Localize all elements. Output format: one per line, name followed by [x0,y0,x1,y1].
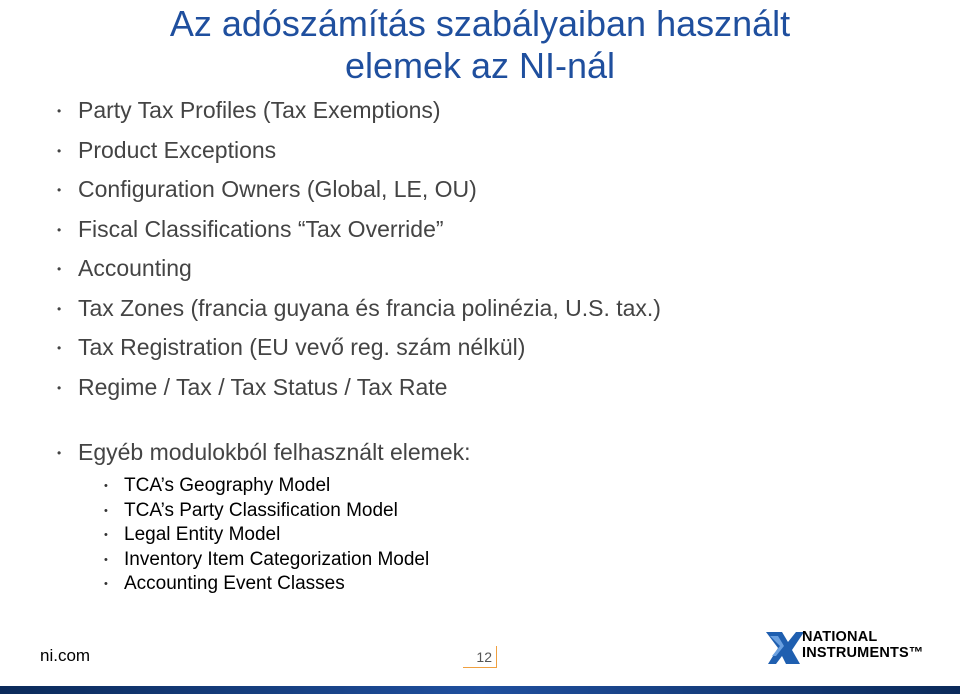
ni-eagle-icon [766,628,806,668]
footer-site[interactable]: ni.com [40,646,91,665]
sub-bullet-item: • Accounting Event Classes [100,572,429,597]
bullet-item: • Tax Registration (EU vevő reg. szám nélkül) [56,334,661,374]
slide-title [100,3,860,87]
bullet-item: • Party Tax Profiles (Tax Exemptions) [56,97,661,137]
bullet-item: • Regime / Tax / Tax Status / Tax Rate [56,374,661,414]
slide-title-line2: elemek az NI-nál [344,45,616,86]
bullet-item: • Fiscal Classifications “Tax Override” [56,216,661,256]
page-number: 12 [463,646,497,668]
bullet-item: • Egyéb modulokból felhasznált elemek: [56,439,661,468]
sub-bullet-list [100,474,429,597]
slide-title-line1: Az adószámítás szabályaiban használt [169,3,791,44]
bullet-item: • Configuration Owners (Global, LE, OU) [56,176,661,216]
logo-line2: INSTRUMENTS™ [802,645,924,661]
sub-bullet-item: • Inventory Item Categorization Model [100,548,429,573]
bottom-bar [0,686,960,694]
bullet-item: • Accounting [56,255,661,295]
sub-bullet-item: • Legal Entity Model [100,523,429,548]
bullet-list [56,97,661,468]
logo-text [802,629,924,661]
sub-bullet-item: • TCA’s Party Classification Model [100,499,429,524]
logo-line1: NATIONAL [802,629,878,645]
bullet-item: • Product Exceptions [56,137,661,177]
sub-bullet-item: • TCA’s Geography Model [100,474,429,499]
bullet-item: • Tax Zones (francia guyana és francia polinézia, U.S. tax.) [56,295,661,335]
national-instruments-logo [766,626,924,672]
